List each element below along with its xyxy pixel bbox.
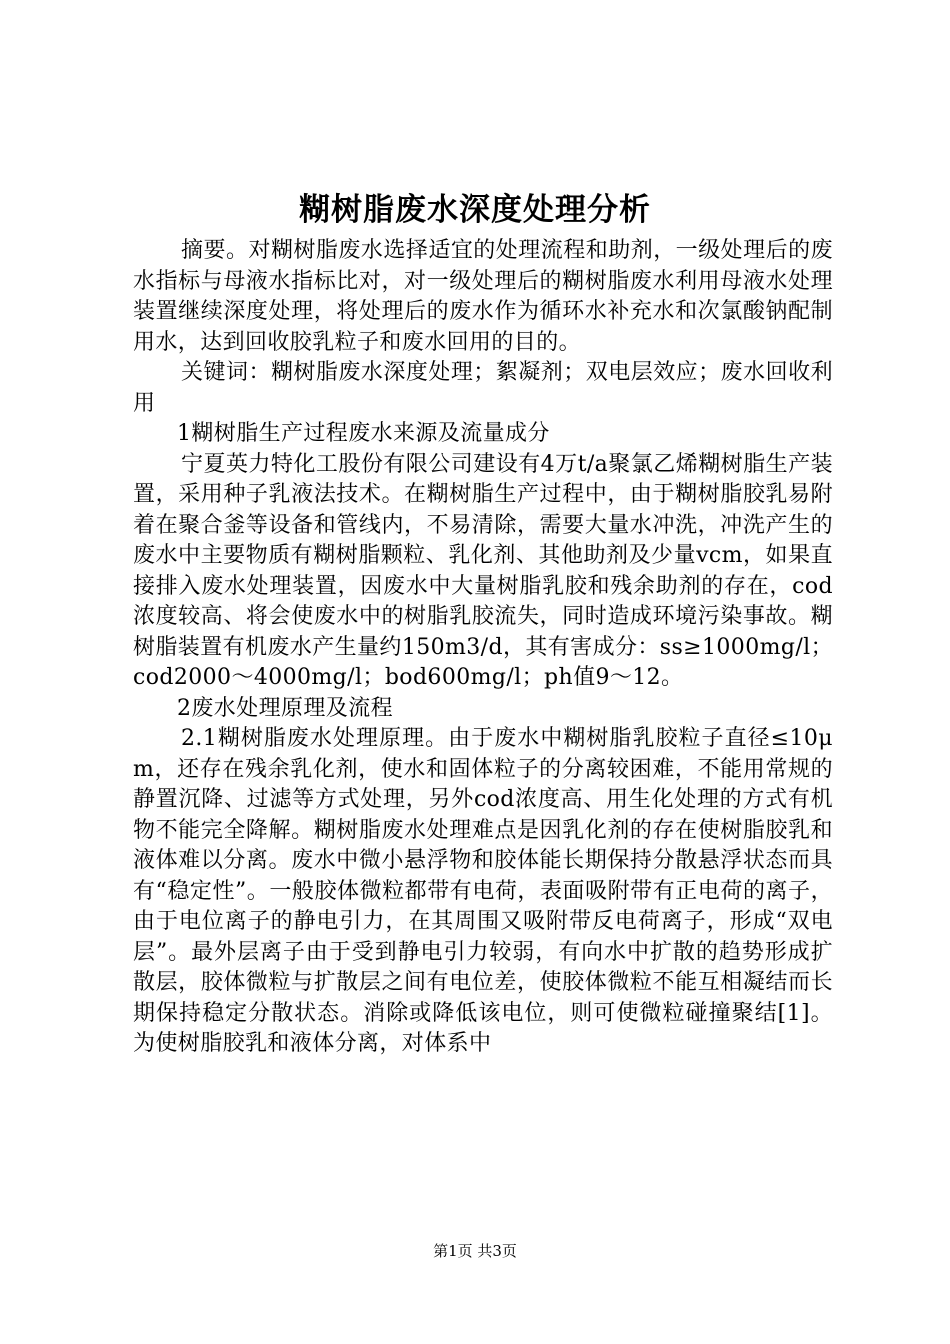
abstract-paragraph: 摘要。对糊树脂废水选择适宜的处理流程和助剂，一级处理后的废水指标与母液水指标比对，对一级处理后的糊树脂废水利用母液水处理装置继续深度处理，将处理后的废水作为循环水补充水和次氯酸钠配制用水，达到回收胶乳粒子和废水回用的目的。 [133, 238, 833, 355]
body-paragraph: 宁夏英力特化工股份有限公司建设有4万t/a聚氯乙烯糊树脂生产装置，采用种子乳液法技术。在糊树脂生产过程中，由于糊树脂胶乳易附着在聚合釜等设备和管线内，不易清除，需要大量水冲洗，冲洗产生的废水中主要物质有糊树脂颗粒、乳化剂、其他助剂及少量vcm，如果直接排入废水处理装置，因废水中大量树脂乳胶和残余助剂的存在，cod浓度较高、将会使废水中的树脂乳胶流失，同时造成环境污染事故。糊树脂装置有机废水产生量约150m3/d，其有害成分：ss≥1000mg/l；cod2000～4000mg/l；bod600mg/l；ph值9～12。 [133, 451, 833, 690]
section-heading-1: 1糊树脂生产过程废水来源及流量成分 [177, 421, 550, 446]
keywords-paragraph: 关键词：糊树脂废水深度处理；絮凝剂；双电层效应；废水回收利用 [133, 360, 833, 416]
section-heading-2: 2废水处理原理及流程 [177, 695, 393, 721]
page-footer: 第1页 共3页 [433, 1242, 517, 1260]
document-title: 糊树脂废水深度处理分析 [299, 192, 651, 228]
document-body [133, 236, 833, 1060]
body-paragraph: 2.1糊树脂废水处理原理。由于废水中糊树脂乳胶粒子直径≤10μm，还存在残余乳化剂，使水和固体粒子的分离较困难，不能用常规的静置沉降、过滤等方式处理，另外cod浓度高、用生化处理的方式有机物不能完全降解。糊树脂废水处理难点是因乳化剂的存在使树脂胶乳和液体难以分离。废水中微小悬浮物和胶体能长期保持分散悬浮状态而具有“稳定性”。一般胶体微粒都带有电荷，表面吸附带有正电荷的离子，由于电位离子的静电引力，在其周围又吸附带反电荷离子，形成“双电层”。最外层离子由于受到静电引力较弱，有向水中扩散的趋势形成扩散层，胶体微粒与扩散层之间有电位差，使胶体微粒不能互相凝结而长期保持稳定分散状态。消除或降低该电位，则可使微粒碰撞聚结[1]。为使树脂胶乳和液体分离，对体系中 [133, 726, 833, 1056]
